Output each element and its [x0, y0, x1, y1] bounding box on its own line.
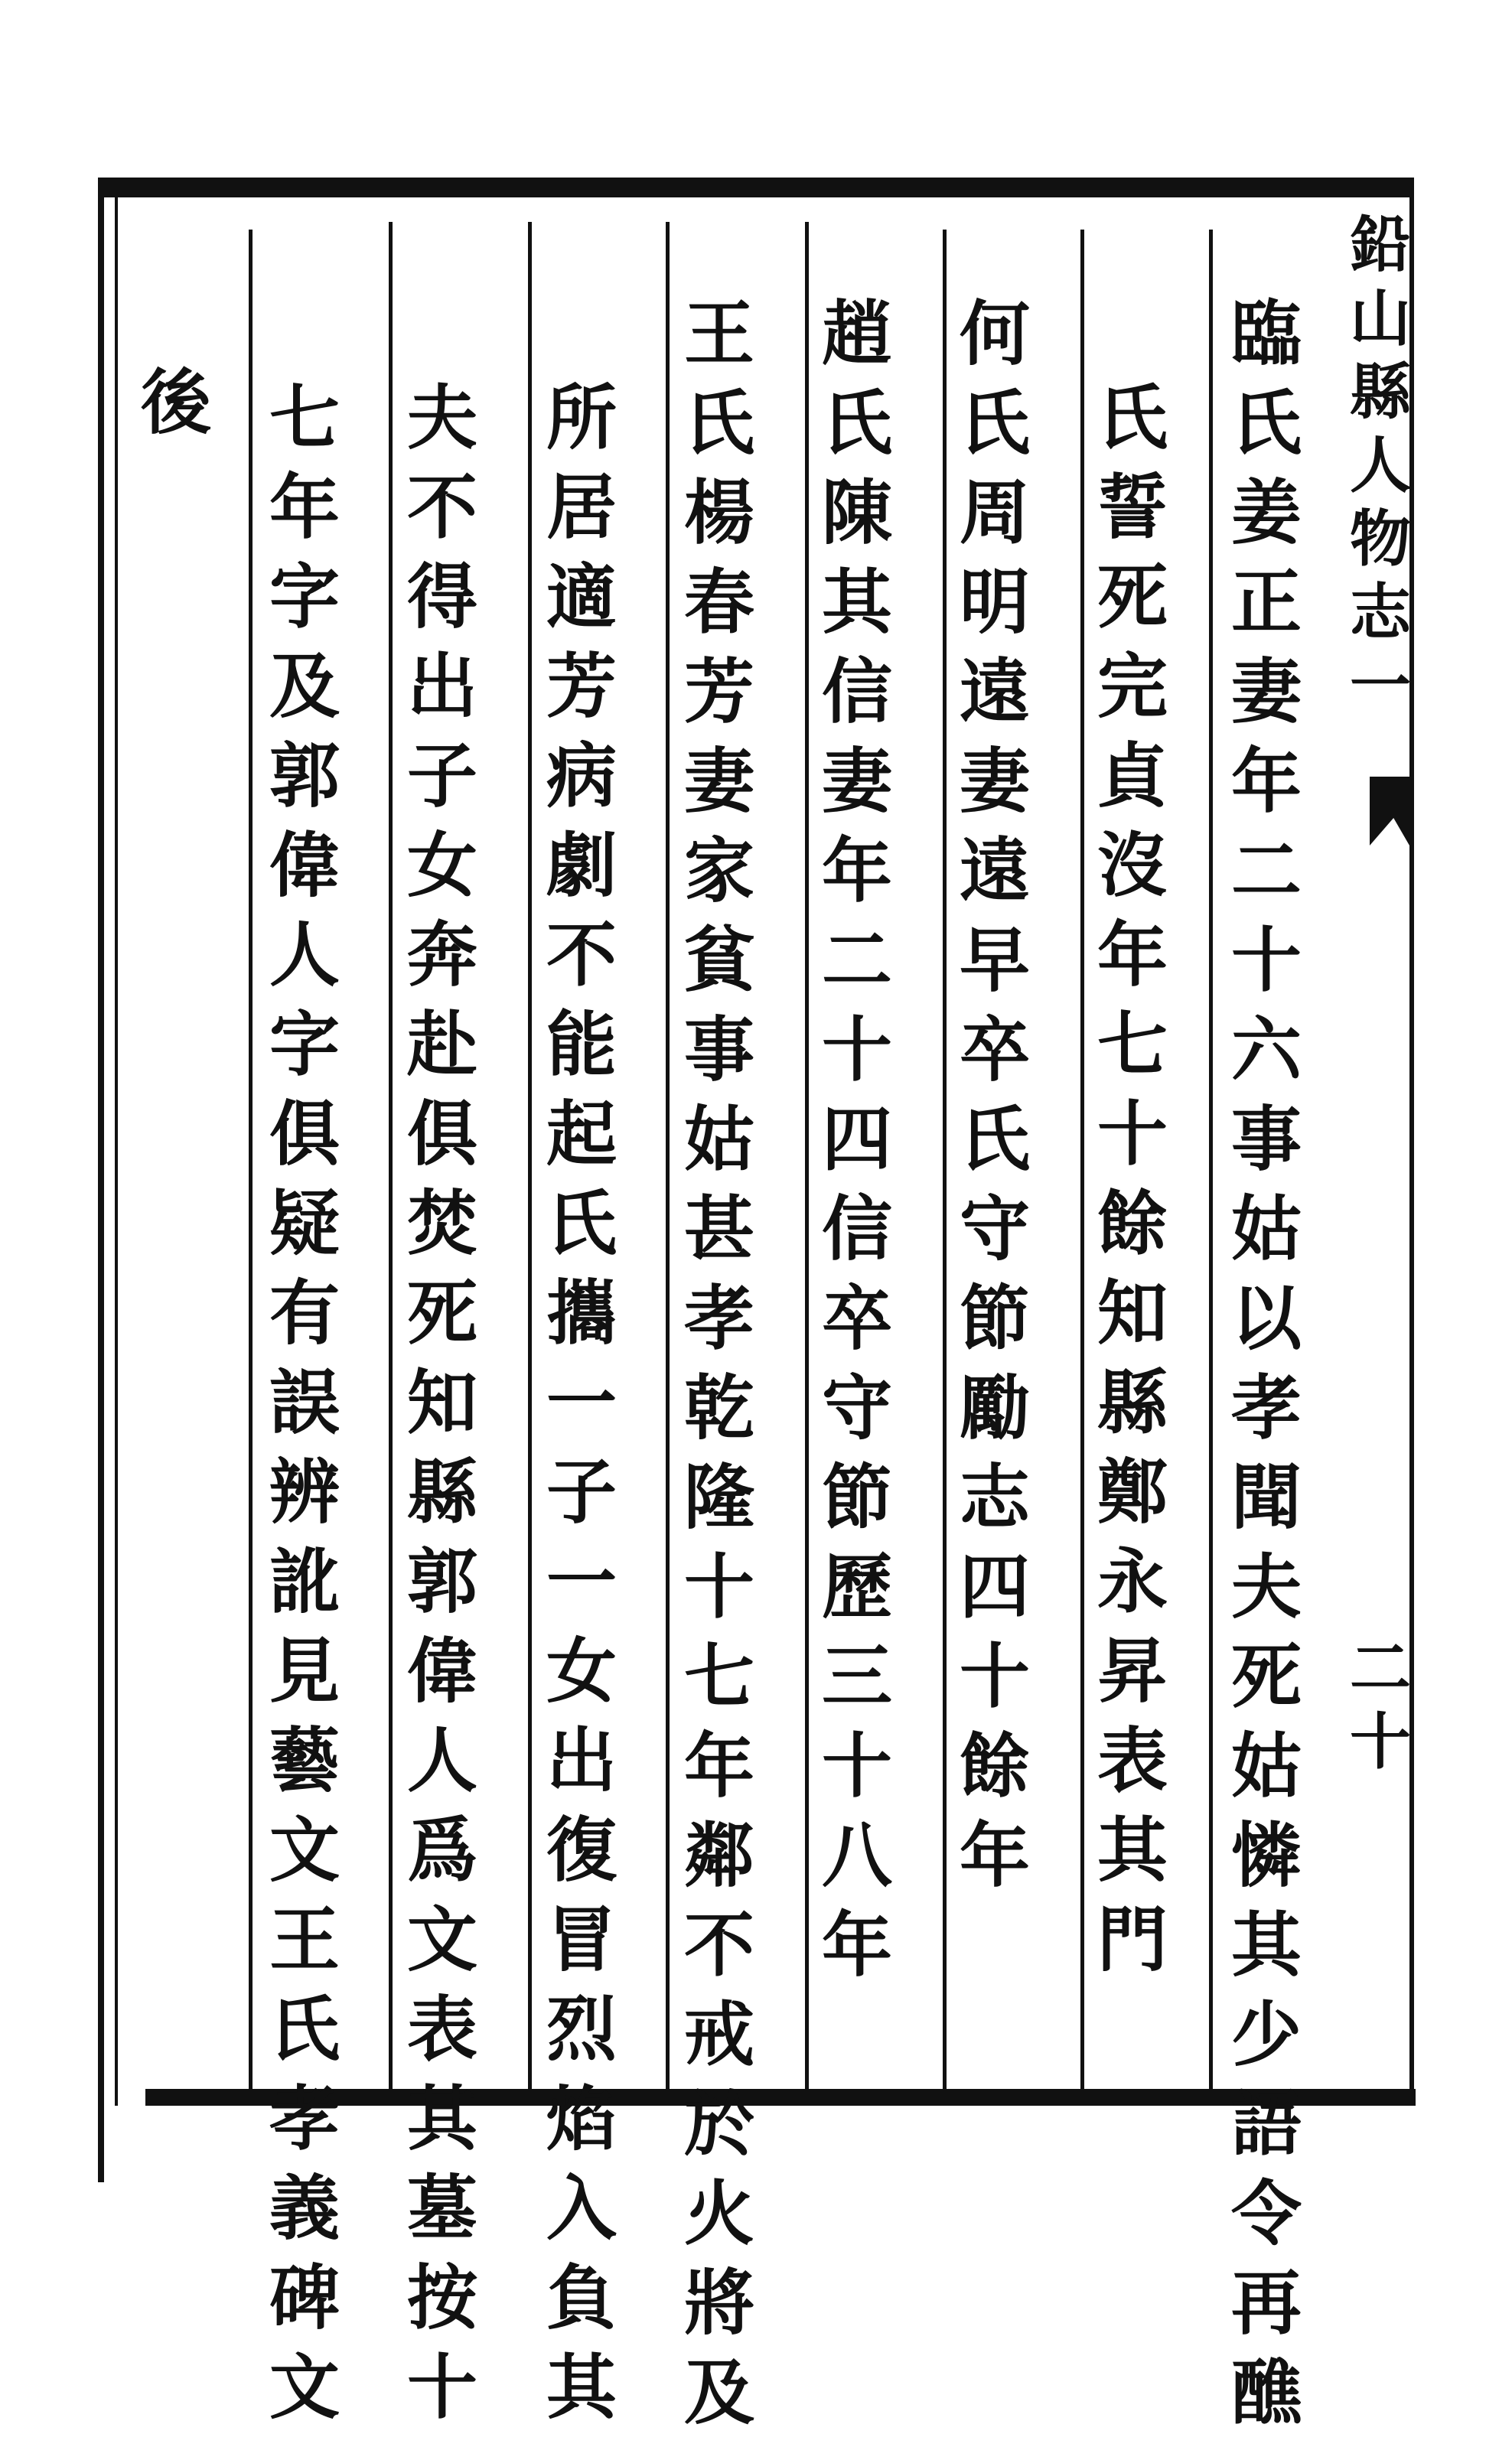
text-char: 縣 — [406, 1451, 477, 1533]
text-char: 七 — [1097, 1003, 1168, 1086]
text-char: 芳 — [683, 650, 754, 733]
text-char: 辨 — [269, 1451, 340, 1533]
text-char: 語 — [1230, 2083, 1302, 2165]
text-char: 遠 — [959, 650, 1030, 733]
margin-title-char: 志 — [1350, 576, 1411, 648]
text-char: 守 — [959, 1188, 1030, 1270]
text-char: 何 — [959, 292, 1030, 375]
text-char: 俱 — [269, 1093, 340, 1175]
text-char: 妻 — [821, 740, 892, 823]
text-char: 氏 — [546, 1182, 617, 1265]
text-char: 死 — [1097, 556, 1168, 638]
margin-title-char: 山 — [1350, 282, 1411, 354]
text-char: 攜 — [546, 1272, 617, 1354]
text-char: 臨 — [1230, 292, 1302, 375]
text-char: 字 — [269, 556, 340, 638]
text-char: 年 — [959, 1814, 1030, 1897]
text-char: 不 — [683, 1904, 754, 1986]
text-char: 文 — [269, 1809, 340, 1891]
margin-title — [1350, 209, 1411, 728]
text-char: 十 — [959, 1635, 1030, 1718]
text-char: 永 — [1097, 1540, 1168, 1623]
text-char: 子 — [406, 735, 477, 817]
text-char: 憐 — [1230, 1814, 1302, 1897]
text-column — [130, 361, 222, 457]
column-divider — [389, 222, 393, 2089]
column-divider — [249, 230, 253, 2089]
text-char: 孝 — [683, 1277, 754, 1360]
text-char: 聞 — [1230, 1456, 1302, 1539]
text-char: 其 — [546, 2346, 617, 2429]
text-char: 一 — [546, 1361, 617, 1444]
text-char: 郭 — [406, 1540, 477, 1623]
text-char: 貞 — [1097, 735, 1168, 817]
text-char: 爲 — [406, 1809, 477, 1891]
margin-page-number — [1350, 1632, 1411, 1784]
text-char: 知 — [1097, 1272, 1168, 1354]
text-char: 十 — [1097, 1093, 1168, 1175]
text-column — [396, 376, 488, 2442]
text-char: 十 — [406, 2346, 477, 2429]
text-char: 卒 — [821, 1277, 892, 1360]
text-char: 餘 — [959, 1725, 1030, 1807]
column-divider — [528, 222, 532, 2089]
text-char: 出 — [406, 645, 477, 728]
text-char: 劇 — [546, 824, 617, 907]
text-char: 其 — [1097, 1809, 1168, 1891]
text-char: 夫 — [1230, 1546, 1302, 1628]
text-char: 出 — [546, 1719, 617, 1802]
text-char: 疑 — [269, 1182, 340, 1265]
text-char: 字 — [269, 1003, 340, 1086]
text-char: 妻 — [959, 740, 1030, 823]
text-char: 芳 — [546, 645, 617, 728]
text-char: 志 — [959, 1456, 1030, 1539]
text-char: 復 — [546, 1809, 617, 1891]
text-char: 貧 — [683, 919, 754, 1002]
column-divider — [666, 222, 670, 2089]
text-char: 再 — [1230, 2262, 1302, 2344]
text-char: 氏 — [959, 1098, 1030, 1181]
text-char: 能 — [546, 1003, 617, 1086]
text-char: 令 — [1230, 2172, 1302, 2255]
text-char: 及 — [683, 2351, 754, 2434]
text-char: 少 — [1230, 1993, 1302, 2076]
text-char: 鄭 — [1097, 1451, 1168, 1533]
text-char: 十 — [683, 1546, 754, 1628]
text-char: 餘 — [1097, 1182, 1168, 1265]
text-column — [1087, 376, 1178, 1994]
text-column — [811, 292, 903, 1999]
text-char: 將 — [683, 2262, 754, 2344]
text-char: 十 — [821, 1008, 892, 1091]
text-char: 氏 — [821, 382, 892, 464]
text-char: 見 — [269, 1630, 340, 1712]
fish-tail-mark — [1370, 777, 1409, 846]
text-char: 八 — [821, 1814, 892, 1897]
column-divider — [1080, 230, 1084, 2089]
text-char: 門 — [1097, 1898, 1168, 1981]
text-char: 醮 — [1230, 2351, 1302, 2434]
text-char: 氏 — [1097, 376, 1168, 459]
text-char: 偉 — [269, 824, 340, 907]
text-char: 鄰 — [683, 1814, 754, 1897]
text-char: 其 — [406, 2077, 477, 2160]
text-char: 姜 — [1230, 471, 1302, 554]
text-column — [1220, 292, 1312, 2447]
text-char: 火 — [683, 2172, 754, 2255]
text-column — [673, 292, 765, 2447]
text-column — [949, 292, 1041, 1910]
text-char: 人 — [269, 914, 340, 996]
text-char: 氏 — [269, 1988, 340, 2071]
text-char: 孝 — [1230, 1367, 1302, 1449]
text-char: 後 — [140, 361, 211, 444]
text-char: 戒 — [683, 1993, 754, 2076]
text-char: 表 — [406, 1988, 477, 2071]
text-char: 姑 — [1230, 1188, 1302, 1270]
text-char: 按 — [406, 2256, 477, 2339]
text-char: 一 — [546, 1540, 617, 1623]
text-char: 不 — [406, 466, 477, 549]
text-char: 誤 — [269, 1361, 340, 1444]
text-char: 居 — [546, 466, 617, 549]
text-char: 女 — [546, 1630, 617, 1712]
column-divider — [1209, 230, 1213, 2089]
text-column — [259, 376, 350, 2442]
text-char: 死 — [406, 1272, 477, 1354]
text-char: 孝 — [269, 2077, 340, 2160]
text-char: 王 — [269, 1898, 340, 1981]
text-char: 姑 — [1230, 1725, 1302, 1807]
text-char: 文 — [269, 2346, 340, 2429]
text-char: 起 — [546, 1093, 617, 1175]
text-char: 七 — [269, 376, 340, 459]
text-char: 烈 — [546, 1988, 617, 2071]
text-char: 死 — [1230, 1635, 1302, 1718]
text-char: 楊 — [683, 471, 754, 554]
text-char: 信 — [821, 1188, 892, 1270]
text-char: 入 — [546, 2167, 617, 2250]
text-char: 年 — [1230, 740, 1302, 823]
margin-title-char: 縣 — [1350, 356, 1411, 428]
text-char: 卒 — [959, 1008, 1030, 1091]
frame-top-rule — [98, 178, 1414, 197]
text-char: 病 — [546, 735, 617, 817]
text-char: 十 — [1230, 919, 1302, 1002]
text-char: 年 — [1097, 914, 1168, 996]
text-char: 以 — [1230, 1277, 1302, 1360]
text-char: 二 — [821, 919, 892, 1002]
text-char: 遠 — [959, 829, 1030, 912]
text-char: 焰 — [546, 2077, 617, 2160]
text-char: 不 — [546, 914, 617, 996]
text-char: 訛 — [269, 1540, 340, 1623]
text-char: 四 — [821, 1098, 892, 1181]
text-char: 歷 — [821, 1546, 892, 1628]
text-char: 節 — [821, 1456, 892, 1539]
text-char: 冒 — [546, 1898, 617, 1981]
text-char: 十 — [821, 1725, 892, 1807]
text-char: 節 — [959, 1277, 1030, 1360]
text-char: 信 — [821, 650, 892, 733]
text-char: 姑 — [683, 1098, 754, 1181]
margin-title-char: 物 — [1350, 503, 1411, 575]
text-char: 妻 — [1230, 650, 1302, 733]
text-char: 六 — [1230, 1008, 1302, 1091]
text-char: 沒 — [1097, 824, 1168, 907]
text-char: 藝 — [269, 1719, 340, 1802]
text-char: 三 — [821, 1635, 892, 1718]
text-char: 誓 — [1097, 466, 1168, 549]
text-char: 昇 — [1097, 1630, 1168, 1712]
text-char: 縣 — [1097, 1361, 1168, 1444]
column-divider — [943, 230, 947, 2089]
text-char: 負 — [546, 2256, 617, 2339]
text-char: 早 — [959, 919, 1030, 1002]
text-char: 文 — [406, 1898, 477, 1981]
text-char: 奔 — [406, 914, 477, 996]
margin-page-number-char: 二 — [1350, 1632, 1411, 1704]
column-divider — [805, 222, 809, 2089]
text-char: 家 — [683, 829, 754, 912]
text-char: 子 — [546, 1451, 617, 1533]
frame-left-inner-rule — [115, 178, 118, 2106]
text-char: 俱 — [406, 1093, 477, 1175]
text-char: 焚 — [406, 1182, 477, 1265]
text-char: 於 — [683, 2083, 754, 2165]
text-char: 春 — [683, 561, 754, 644]
text-char: 事 — [1230, 1098, 1302, 1181]
text-char: 隆 — [683, 1456, 754, 1539]
text-char: 女 — [406, 824, 477, 907]
text-char: 碑 — [269, 2256, 340, 2339]
text-char: 赴 — [406, 1003, 477, 1086]
text-char: 四 — [959, 1546, 1030, 1628]
margin-title-char: 鉛 — [1350, 209, 1411, 281]
text-char: 趙 — [821, 292, 892, 375]
text-char: 氏 — [959, 382, 1030, 464]
text-char: 有 — [269, 1272, 340, 1354]
text-char: 得 — [406, 556, 477, 638]
margin-page-number-char: 十 — [1350, 1706, 1411, 1777]
frame-left-rule — [98, 178, 104, 2182]
text-char: 王 — [683, 292, 754, 375]
text-char: 夫 — [406, 376, 477, 459]
text-char: 氏 — [1230, 382, 1302, 464]
text-char: 甚 — [683, 1188, 754, 1270]
text-char: 其 — [821, 561, 892, 644]
text-char: 事 — [683, 1008, 754, 1091]
text-char: 明 — [959, 561, 1030, 644]
text-char: 乾 — [683, 1367, 754, 1449]
text-char: 其 — [1230, 1904, 1302, 1986]
margin-title-char: 一 — [1350, 650, 1411, 722]
text-char: 二 — [1230, 829, 1302, 912]
text-char: 守 — [821, 1367, 892, 1449]
text-char: 年 — [269, 466, 340, 549]
text-char: 陳 — [821, 471, 892, 554]
text-char: 正 — [1230, 561, 1302, 644]
text-char: 及 — [269, 645, 340, 728]
text-char: 墓 — [406, 2167, 477, 2250]
text-char: 周 — [959, 471, 1030, 554]
text-char: 郭 — [269, 735, 340, 817]
text-char: 偉 — [406, 1630, 477, 1712]
text-char: 知 — [406, 1361, 477, 1444]
text-column — [536, 376, 627, 2442]
text-char: 勵 — [959, 1367, 1030, 1449]
text-char: 年 — [683, 1725, 754, 1807]
text-char: 妻 — [683, 740, 754, 823]
text-char: 適 — [546, 556, 617, 638]
text-char: 完 — [1097, 645, 1168, 728]
text-char: 七 — [683, 1635, 754, 1718]
text-char: 氏 — [683, 382, 754, 464]
text-char: 年 — [821, 829, 892, 912]
margin-title-char: 人 — [1350, 429, 1411, 501]
text-char: 人 — [406, 1719, 477, 1802]
text-char: 年 — [821, 1904, 892, 1986]
text-char: 義 — [269, 2167, 340, 2250]
text-char: 所 — [546, 376, 617, 459]
text-char: 表 — [1097, 1719, 1168, 1802]
